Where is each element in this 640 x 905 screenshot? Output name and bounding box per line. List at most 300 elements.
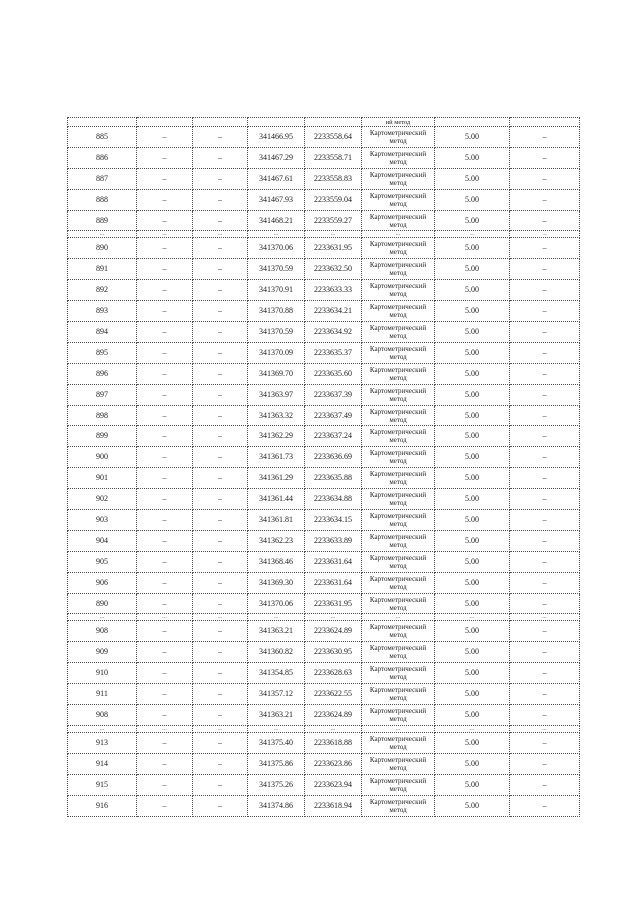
cell-accuracy: 5.00 <box>435 774 510 795</box>
cell-accuracy: 5.00 <box>435 210 510 231</box>
cell-new-x: 341375.86 <box>248 753 305 774</box>
cell-number: 911 <box>68 684 137 705</box>
table-row <box>68 551 580 572</box>
cell-number: 916 <box>68 795 137 816</box>
separator-cell: ... <box>435 614 510 621</box>
table-body <box>68 118 580 817</box>
cell-old-x: – <box>137 705 193 726</box>
cell-new-y: 2233623.94 <box>305 774 362 795</box>
cell-method: Картометрический метод <box>362 322 435 343</box>
cell-note <box>510 118 580 127</box>
cell-number: 901 <box>68 468 137 489</box>
cell-new-y: 2233624.89 <box>305 705 362 726</box>
cell-old-x: – <box>137 489 193 510</box>
cell-note: – <box>510 280 580 301</box>
table-row <box>68 301 580 322</box>
cell-note: – <box>510 426 580 447</box>
cell-old-y: – <box>193 774 248 795</box>
cell-number: 913 <box>68 732 137 753</box>
cell-new-x: 341468.21 <box>248 210 305 231</box>
continued-row <box>68 118 580 127</box>
table-row <box>68 405 580 426</box>
cell-new-x <box>248 118 305 127</box>
cell-old-x: – <box>137 593 193 614</box>
table-row <box>68 342 580 363</box>
cell-note: – <box>510 168 580 189</box>
cell-method: Картометрический метод <box>362 593 435 614</box>
cell-method: Картометрический метод <box>362 642 435 663</box>
cell-new-x: 341363.97 <box>248 384 305 405</box>
cell-old-y: – <box>193 795 248 816</box>
cell-accuracy: 5.00 <box>435 168 510 189</box>
table-row <box>68 684 580 705</box>
cell-new-x: 341370.09 <box>248 342 305 363</box>
cell-old-y: – <box>193 301 248 322</box>
cell-old-y: – <box>193 642 248 663</box>
cell-method: ий метод <box>362 118 435 127</box>
cell-old-y: – <box>193 705 248 726</box>
cell-old-x: – <box>137 551 193 572</box>
cell-old-y: – <box>193 127 248 148</box>
cell-old-y <box>193 118 248 127</box>
separator-cell: ... <box>510 725 580 732</box>
table-row <box>68 210 580 231</box>
cell-new-y: 2233558.83 <box>305 168 362 189</box>
cell-old-y: – <box>193 510 248 531</box>
cell-old-y: – <box>193 732 248 753</box>
cell-method: Картометрический метод <box>362 363 435 384</box>
cell-accuracy: 5.00 <box>435 753 510 774</box>
cell-note: – <box>510 489 580 510</box>
cell-accuracy: 5.00 <box>435 468 510 489</box>
cell-new-x: 341370.59 <box>248 259 305 280</box>
cell-new-x: 341370.88 <box>248 301 305 322</box>
cell-note: – <box>510 468 580 489</box>
cell-number: 914 <box>68 753 137 774</box>
cell-new-x: 341361.29 <box>248 468 305 489</box>
cell-number: 905 <box>68 551 137 572</box>
cell-old-y: – <box>193 753 248 774</box>
cell-old-y: – <box>193 663 248 684</box>
cell-accuracy: 5.00 <box>435 705 510 726</box>
separator-cell: ... <box>137 725 193 732</box>
cell-new-x: 341361.73 <box>248 447 305 468</box>
cell-accuracy: 5.00 <box>435 489 510 510</box>
cell-accuracy: 5.00 <box>435 447 510 468</box>
cell-note: – <box>510 210 580 231</box>
table-row <box>68 705 580 726</box>
cell-accuracy: 5.00 <box>435 259 510 280</box>
cell-old-y: – <box>193 447 248 468</box>
coordinates-table <box>67 117 580 817</box>
cell-number: 885 <box>68 127 137 148</box>
cell-new-x: 341362.29 <box>248 426 305 447</box>
separator-row <box>68 614 580 621</box>
cell-accuracy: 5.00 <box>435 384 510 405</box>
cell-old-y: – <box>193 189 248 210</box>
cell-old-y: – <box>193 684 248 705</box>
cell-new-y: 2233622.55 <box>305 684 362 705</box>
cell-note: – <box>510 405 580 426</box>
cell-old-y: – <box>193 551 248 572</box>
cell-method: Картометрический метод <box>362 684 435 705</box>
separator-cell: ... <box>510 614 580 621</box>
cell-note: – <box>510 238 580 259</box>
cell-number: 892 <box>68 280 137 301</box>
cell-new-y: 2233628.63 <box>305 663 362 684</box>
separator-cell: ... <box>248 614 305 621</box>
table-row <box>68 363 580 384</box>
cell-new-y: 2233633.33 <box>305 280 362 301</box>
cell-new-y: 2233637.24 <box>305 426 362 447</box>
cell-old-x: – <box>137 322 193 343</box>
table-row <box>68 447 580 468</box>
cell-number: 903 <box>68 510 137 531</box>
cell-new-y: 2233558.71 <box>305 147 362 168</box>
cell-note: – <box>510 572 580 593</box>
cell-method: Картометрический метод <box>362 301 435 322</box>
cell-old-x: – <box>137 127 193 148</box>
cell-note: – <box>510 259 580 280</box>
cell-number: 897 <box>68 384 137 405</box>
separator-cell: ... <box>193 614 248 621</box>
cell-method: Картометрический метод <box>362 621 435 642</box>
cell-accuracy: 5.00 <box>435 642 510 663</box>
cell-accuracy: 5.00 <box>435 572 510 593</box>
cell-new-y: 2233634.15 <box>305 510 362 531</box>
cell-number: 900 <box>68 447 137 468</box>
separator-cell: ... <box>362 231 435 238</box>
coordinates-sheet <box>67 117 579 817</box>
cell-new-y: 2233636.69 <box>305 447 362 468</box>
cell-old-x: – <box>137 259 193 280</box>
cell-new-x: 341369.70 <box>248 363 305 384</box>
cell-note: – <box>510 551 580 572</box>
table-row <box>68 530 580 551</box>
cell-number: 898 <box>68 405 137 426</box>
cell-note: – <box>510 732 580 753</box>
cell-new-y: 2233631.64 <box>305 572 362 593</box>
cell-number: 909 <box>68 642 137 663</box>
cell-new-y: 2233633.89 <box>305 530 362 551</box>
cell-new-y: 2233635.88 <box>305 468 362 489</box>
cell-old-x: – <box>137 342 193 363</box>
cell-number: 899 <box>68 426 137 447</box>
cell-accuracy: 5.00 <box>435 795 510 816</box>
cell-method: Картометрический метод <box>362 447 435 468</box>
cell-note: – <box>510 447 580 468</box>
cell-note: – <box>510 147 580 168</box>
cell-method: Картометрический метод <box>362 189 435 210</box>
table-row <box>68 259 580 280</box>
separator-cell: ... <box>193 231 248 238</box>
cell-old-x: – <box>137 732 193 753</box>
cell-number: 888 <box>68 189 137 210</box>
cell-note: – <box>510 342 580 363</box>
cell-new-y: 2233634.88 <box>305 489 362 510</box>
cell-old-y: – <box>193 259 248 280</box>
cell-old-y: – <box>193 384 248 405</box>
cell-note: – <box>510 705 580 726</box>
separator-row <box>68 231 580 238</box>
cell-accuracy: 5.00 <box>435 510 510 531</box>
separator-cell: ... <box>510 231 580 238</box>
separator-cell: ... <box>193 725 248 732</box>
cell-method: Картометрический метод <box>362 280 435 301</box>
cell-old-x: – <box>137 510 193 531</box>
cell-note: – <box>510 753 580 774</box>
cell-new-x: 341467.61 <box>248 168 305 189</box>
table-row <box>68 753 580 774</box>
cell-new-x: 341370.59 <box>248 322 305 343</box>
cell-old-y: – <box>193 210 248 231</box>
cell-method: Картометрический метод <box>362 774 435 795</box>
cell-old-y: – <box>193 572 248 593</box>
cell-new-x: 341467.29 <box>248 147 305 168</box>
cell-old-x: – <box>137 168 193 189</box>
table-row <box>68 322 580 343</box>
cell-number: 887 <box>68 168 137 189</box>
separator-cell: ... <box>435 725 510 732</box>
cell-number: 908 <box>68 621 137 642</box>
cell-accuracy <box>435 118 510 127</box>
cell-new-x: 341369.30 <box>248 572 305 593</box>
cell-old-x: – <box>137 447 193 468</box>
cell-new-x: 341354.85 <box>248 663 305 684</box>
cell-new-x: 341467.93 <box>248 189 305 210</box>
separator-cell: ... <box>68 614 137 621</box>
cell-old-x: – <box>137 753 193 774</box>
cell-accuracy: 5.00 <box>435 530 510 551</box>
cell-old-y: – <box>193 168 248 189</box>
cell-new-x: 341370.06 <box>248 593 305 614</box>
cell-new-y: 2233618.94 <box>305 795 362 816</box>
cell-method: Картометрический метод <box>362 795 435 816</box>
cell-method: Картометрический метод <box>362 551 435 572</box>
cell-new-y: 2233623.86 <box>305 753 362 774</box>
cell-method: Картометрический метод <box>362 342 435 363</box>
separator-cell: ... <box>435 231 510 238</box>
cell-new-x: 341370.91 <box>248 280 305 301</box>
cell-method: Картометрический метод <box>362 168 435 189</box>
cell-number: 895 <box>68 342 137 363</box>
cell-old-x <box>137 118 193 127</box>
table-row <box>68 280 580 301</box>
cell-accuracy: 5.00 <box>435 363 510 384</box>
separator-cell: ... <box>248 231 305 238</box>
cell-method: Картометрический метод <box>362 705 435 726</box>
cell-old-y: – <box>193 322 248 343</box>
cell-method: Картометрический метод <box>362 127 435 148</box>
cell-old-x: – <box>137 663 193 684</box>
cell-new-y: 2233635.60 <box>305 363 362 384</box>
cell-old-x: – <box>137 530 193 551</box>
cell-note: – <box>510 774 580 795</box>
cell-note: – <box>510 684 580 705</box>
cell-old-x: – <box>137 572 193 593</box>
cell-new-x: 341368.46 <box>248 551 305 572</box>
cell-number: 915 <box>68 774 137 795</box>
cell-new-y: 2233559.04 <box>305 189 362 210</box>
cell-old-y: – <box>193 342 248 363</box>
cell-old-x: – <box>137 238 193 259</box>
cell-method: Картометрический метод <box>362 468 435 489</box>
cell-new-y: 2233559.27 <box>305 210 362 231</box>
table-row <box>68 147 580 168</box>
cell-new-y: 2233630.95 <box>305 642 362 663</box>
cell-old-x: – <box>137 426 193 447</box>
cell-old-y: – <box>193 530 248 551</box>
table-row <box>68 572 580 593</box>
cell-old-x: – <box>137 280 193 301</box>
cell-method: Картометрический метод <box>362 147 435 168</box>
table-row <box>68 384 580 405</box>
cell-number: 889 <box>68 210 137 231</box>
cell-new-y: 2233631.64 <box>305 551 362 572</box>
cell-note: – <box>510 384 580 405</box>
cell-new-x: 341375.26 <box>248 774 305 795</box>
separator-cell: ... <box>137 614 193 621</box>
cell-number: 890 <box>68 238 137 259</box>
cell-old-y: – <box>193 238 248 259</box>
cell-note: – <box>510 530 580 551</box>
cell-accuracy: 5.00 <box>435 322 510 343</box>
cell-old-x: – <box>137 621 193 642</box>
cell-note: – <box>510 301 580 322</box>
cell-new-x: 341375.40 <box>248 732 305 753</box>
cell-note: – <box>510 642 580 663</box>
cell-old-y: – <box>193 593 248 614</box>
cell-number: 908 <box>68 705 137 726</box>
table-row <box>68 774 580 795</box>
cell-method: Картометрический метод <box>362 426 435 447</box>
cell-new-x: 341363.21 <box>248 705 305 726</box>
separator-cell: ... <box>305 614 362 621</box>
cell-note: – <box>510 322 580 343</box>
cell-old-y: – <box>193 468 248 489</box>
cell-old-x: – <box>137 384 193 405</box>
cell-accuracy: 5.00 <box>435 684 510 705</box>
table-row <box>68 795 580 816</box>
cell-number: 904 <box>68 530 137 551</box>
cell-number: 896 <box>68 363 137 384</box>
cell-accuracy: 5.00 <box>435 732 510 753</box>
cell-new-y: 2233634.21 <box>305 301 362 322</box>
cell-new-x: 341466.95 <box>248 127 305 148</box>
cell-new-y: 2233631.95 <box>305 593 362 614</box>
cell-accuracy: 5.00 <box>435 426 510 447</box>
cell-old-y: – <box>193 147 248 168</box>
table-row <box>68 238 580 259</box>
cell-new-y <box>305 118 362 127</box>
cell-method: Картометрический метод <box>362 489 435 510</box>
cell-new-y: 2233632.50 <box>305 259 362 280</box>
cell-accuracy: 5.00 <box>435 342 510 363</box>
separator-cell: ... <box>305 725 362 732</box>
cell-method: Картометрический метод <box>362 530 435 551</box>
cell-number: 890 <box>68 593 137 614</box>
cell-new-x: 341374.86 <box>248 795 305 816</box>
cell-new-x: 341361.44 <box>248 489 305 510</box>
cell-old-y: – <box>193 405 248 426</box>
cell-accuracy: 5.00 <box>435 663 510 684</box>
cell-new-x: 341360.82 <box>248 642 305 663</box>
table-row <box>68 510 580 531</box>
cell-note: – <box>510 127 580 148</box>
cell-method: Картометрический метод <box>362 663 435 684</box>
separator-cell: ... <box>362 614 435 621</box>
cell-old-x: – <box>137 147 193 168</box>
cell-accuracy: 5.00 <box>435 189 510 210</box>
cell-note: – <box>510 593 580 614</box>
cell-new-y: 2233637.39 <box>305 384 362 405</box>
cell-accuracy: 5.00 <box>435 280 510 301</box>
table-row <box>68 593 580 614</box>
cell-note: – <box>510 510 580 531</box>
cell-old-y: – <box>193 363 248 384</box>
cell-new-y: 2233618.88 <box>305 732 362 753</box>
cell-number: 891 <box>68 259 137 280</box>
cell-number: 910 <box>68 663 137 684</box>
cell-number: 894 <box>68 322 137 343</box>
table-row <box>68 489 580 510</box>
cell-old-x: – <box>137 405 193 426</box>
table-row <box>68 642 580 663</box>
cell-number: 893 <box>68 301 137 322</box>
cell-old-y: – <box>193 489 248 510</box>
cell-note: – <box>510 189 580 210</box>
cell-number <box>68 118 137 127</box>
cell-accuracy: 5.00 <box>435 405 510 426</box>
separator-cell: ... <box>305 231 362 238</box>
cell-old-x: – <box>137 210 193 231</box>
cell-method: Картометрический метод <box>362 405 435 426</box>
table-row <box>68 189 580 210</box>
cell-old-y: – <box>193 280 248 301</box>
table-row <box>68 127 580 148</box>
cell-note: – <box>510 363 580 384</box>
separator-cell: ... <box>362 725 435 732</box>
cell-new-y: 2233558.64 <box>305 127 362 148</box>
cell-accuracy: 5.00 <box>435 127 510 148</box>
cell-method: Картометрический метод <box>362 210 435 231</box>
cell-method: Картометрический метод <box>362 572 435 593</box>
cell-new-x: 341363.32 <box>248 405 305 426</box>
cell-old-x: – <box>137 774 193 795</box>
cell-old-y: – <box>193 621 248 642</box>
cell-note: – <box>510 795 580 816</box>
separator-cell: ... <box>68 725 137 732</box>
cell-note: – <box>510 663 580 684</box>
cell-number: 906 <box>68 572 137 593</box>
cell-number: 886 <box>68 147 137 168</box>
cell-accuracy: 5.00 <box>435 301 510 322</box>
table-row <box>68 426 580 447</box>
cell-accuracy: 5.00 <box>435 593 510 614</box>
table-row <box>68 621 580 642</box>
cell-new-y: 2233635.37 <box>305 342 362 363</box>
cell-method: Картометрический метод <box>362 753 435 774</box>
cell-new-x: 341363.21 <box>248 621 305 642</box>
cell-new-x: 341370.06 <box>248 238 305 259</box>
table-row <box>68 663 580 684</box>
cell-old-x: – <box>137 468 193 489</box>
cell-accuracy: 5.00 <box>435 621 510 642</box>
separator-cell: ... <box>68 231 137 238</box>
cell-method: Картометрический метод <box>362 732 435 753</box>
table-row <box>68 732 580 753</box>
table-row <box>68 468 580 489</box>
